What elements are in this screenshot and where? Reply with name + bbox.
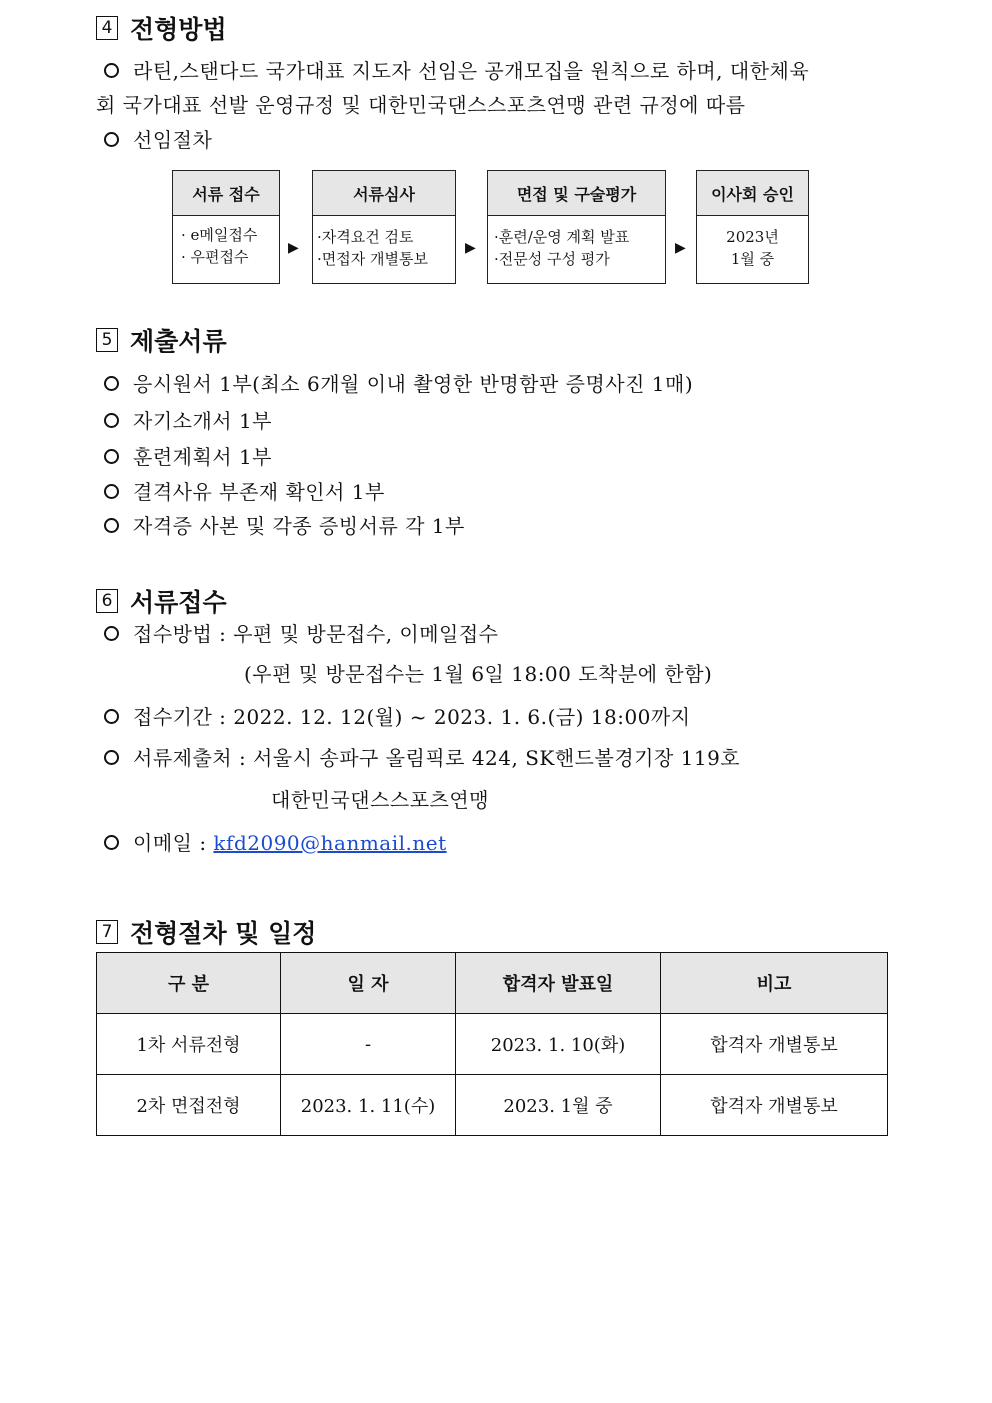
paragraph xyxy=(104,124,212,153)
flow-step-line: ·면접자 개별통보 xyxy=(317,250,428,268)
list-item-text: 결격사유 부존재 확인서 1부 xyxy=(133,480,385,504)
table-header-row xyxy=(97,953,888,1014)
list-item xyxy=(104,405,272,434)
receipt-period-text: 접수기간 : 2022. 12. 12(월) ~ 2023. 1. 6.(금) 18:00까지 xyxy=(133,705,691,729)
flow-step-document-review xyxy=(312,170,456,284)
receipt-method xyxy=(104,618,499,647)
flow-step-title: 서류심사 xyxy=(313,171,455,216)
table-cell: 2023. 1. 11(수) xyxy=(281,1075,456,1136)
section-title: 전형방법 xyxy=(130,15,227,44)
arrow-right-icon: ▶ xyxy=(465,240,476,256)
circle-bullet-icon xyxy=(104,449,119,464)
list-item xyxy=(104,476,385,505)
list-item xyxy=(104,510,465,539)
list-item xyxy=(104,368,693,397)
flow-step-board-approval xyxy=(696,170,809,284)
receipt-method-note: (우편 및 방문접수는 1월 6일 18:00 도착분에 한함) xyxy=(244,662,713,686)
schedule-table xyxy=(96,952,888,1136)
flow-step-interview xyxy=(487,170,666,284)
table-cell: 2023. 1. 10(화) xyxy=(456,1014,661,1075)
section-title: 전형절차 및 일정 xyxy=(130,919,317,948)
circle-bullet-icon xyxy=(104,518,119,533)
section-title: 서류접수 xyxy=(130,588,227,617)
table-cell: - xyxy=(281,1014,456,1075)
table-cell: 합격자 개별통보 xyxy=(661,1075,888,1136)
circle-bullet-icon xyxy=(104,709,119,724)
submission-address xyxy=(104,742,740,771)
arrow-right-icon: ▶ xyxy=(675,240,686,256)
flow-step-line: 1월 중 xyxy=(730,250,775,268)
circle-bullet-icon xyxy=(104,132,119,147)
flow-step-title: 면접 및 구술평가 xyxy=(488,171,665,216)
flow-step-document-receipt xyxy=(172,170,280,284)
section-number: 7 xyxy=(96,920,118,944)
circle-bullet-icon xyxy=(104,413,119,428)
list-item-text: 자격증 사본 및 각종 증빙서류 각 1부 xyxy=(133,514,465,538)
section-7-heading xyxy=(96,914,316,950)
receipt-period xyxy=(104,701,691,730)
flow-step-line: ·자격요건 검토 xyxy=(317,228,414,246)
email-link[interactable]: kfd2090@hanmail.net xyxy=(213,831,447,855)
list-item-text: 응시원서 1부(최소 6개월 이내 촬영한 반명함판 증명사진 1매) xyxy=(133,372,694,396)
table-row xyxy=(97,1075,888,1136)
section-6-heading xyxy=(96,583,227,619)
flow-step-line: ·훈련/운영 계획 발표 xyxy=(494,228,630,246)
table-cell: 합격자 개별통보 xyxy=(661,1014,888,1075)
arrow-right-icon: ▶ xyxy=(288,240,299,256)
flow-step-line: · e메일접수 xyxy=(181,226,258,244)
table-header-cell: 비고 xyxy=(661,953,888,1014)
circle-bullet-icon xyxy=(104,626,119,641)
circle-bullet-icon xyxy=(104,484,119,499)
table-row xyxy=(97,1014,888,1075)
list-item-text: 자기소개서 1부 xyxy=(133,409,273,433)
list-item-text: 훈련계획서 1부 xyxy=(133,445,273,469)
section-title: 제출서류 xyxy=(130,327,227,356)
flow-step-title: 이사회 승인 xyxy=(697,171,808,216)
email-label: 이메일 : xyxy=(133,831,214,855)
section-number: 5 xyxy=(96,328,118,352)
section-number: 4 xyxy=(96,16,118,40)
table-cell: 1차 서류전형 xyxy=(97,1014,281,1075)
receipt-method-text: 접수방법 : 우편 및 방문접수, 이메일접수 xyxy=(133,622,499,646)
flow-step-line: 2023년 xyxy=(726,228,779,246)
paragraph-line: 회 국가대표 선발 운영규정 및 대한민국댄스스포츠연맹 관련 규정에 따름 xyxy=(96,93,746,117)
circle-bullet-icon xyxy=(104,750,119,765)
paragraph xyxy=(104,55,809,84)
paragraph-line: 라틴,스탠다드 국가대표 지도자 선임은 공개모집을 원칙으로 하며, 대한체육 xyxy=(133,59,810,83)
submission-address-org: 대한민국댄스스포츠연맹 xyxy=(271,788,490,812)
list-item xyxy=(104,441,272,470)
table-header-cell: 일 자 xyxy=(281,953,456,1014)
circle-bullet-icon xyxy=(104,63,119,78)
email-line xyxy=(104,827,447,856)
section-number: 6 xyxy=(96,589,118,613)
table-header-cell: 합격자 발표일 xyxy=(456,953,661,1014)
flow-step-title: 서류 접수 xyxy=(173,171,279,216)
paragraph-text: 선임절차 xyxy=(133,128,213,152)
flow-step-line: ·전문성 구성 평가 xyxy=(494,250,610,268)
circle-bullet-icon xyxy=(104,835,119,850)
section-4-heading xyxy=(96,10,227,46)
circle-bullet-icon xyxy=(104,376,119,391)
table-header-cell: 구 분 xyxy=(97,953,281,1014)
flow-step-line: · 우편접수 xyxy=(181,248,249,266)
table-cell: 2023. 1월 중 xyxy=(456,1075,661,1136)
table-cell: 2차 면접전형 xyxy=(97,1075,281,1136)
section-5-heading xyxy=(96,322,227,358)
submission-address-text: 서류제출처 : 서울시 송파구 올림픽로 424, SK핸드볼경기장 119호 xyxy=(133,746,741,770)
